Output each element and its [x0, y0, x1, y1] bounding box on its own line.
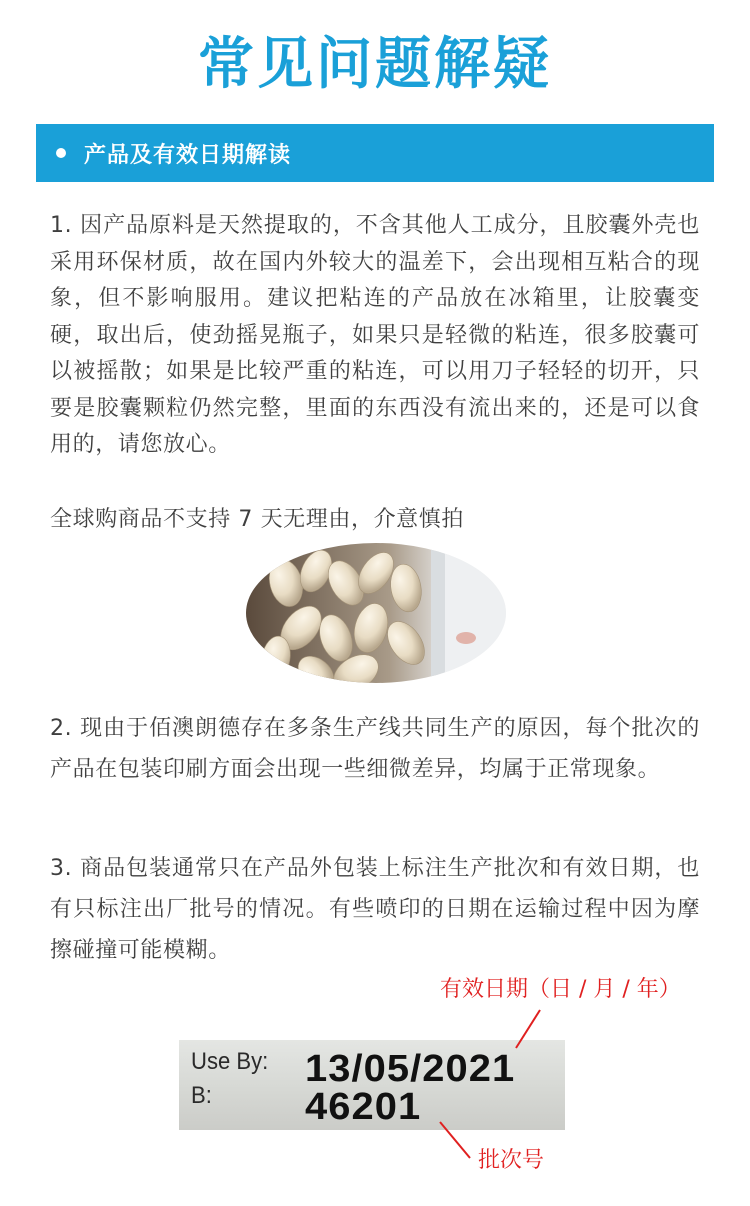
section-header — [36, 124, 714, 182]
bullet-dot-icon — [56, 148, 66, 158]
batch-label: B: — [191, 1082, 212, 1109]
paragraph-3: 3. 商品包装通常只在产品外包装上标注生产批次和有效日期，也有只标注出厂批号的情况。有些喷印的日期在运输过程中因为摩擦碰撞可能模糊。 — [50, 856, 700, 963]
validity-date-caption: 有效日期（日 / 月 / 年） — [440, 977, 681, 1002]
page-title: 常见问题解疑 — [198, 32, 552, 97]
batch-number-caption: 批次号 — [478, 1148, 545, 1173]
capsule-photo-illustration — [246, 543, 506, 683]
capsule-bottle-photo — [246, 543, 506, 683]
batch-number-value: 46201 — [305, 1086, 422, 1128]
return-policy-note: 全球购商品不支持 7 天无理由，介意慎拍 — [50, 507, 464, 532]
use-by-label: Use By: — [191, 1048, 269, 1075]
expiry-date-value: 13/05/2021 — [305, 1048, 516, 1090]
package-label-photo — [179, 1040, 565, 1130]
paragraph-2: 2. 现由于佰澳朗德存在多条生产线共同生产的原因，每个批次的产品在包装印刷方面会出现一些细微差异，均属于正常现象。 — [50, 716, 700, 782]
paragraph-1: 1. 因产品原料是天然提取的，不含其他人工成分，且胶囊外壳也采用环保材质，故在国内外较大的温差下，会出现相互粘合的现象，但不影响服用。建议把粘连的产品放在冰箱里，让胶囊变硬，取出后，使劲摇晃瓶子，如果只是轻微的粘连，很多胶囊可以被摇散；如果是比较严重的粘连，可以用刀子轻轻的切开，只要是胶囊颗粒仍然完整，里面的东西没有流出来的，还是可以食用的，请您放心。 — [50, 213, 700, 457]
section-title: 产品及有效日期解读 — [84, 142, 292, 168]
